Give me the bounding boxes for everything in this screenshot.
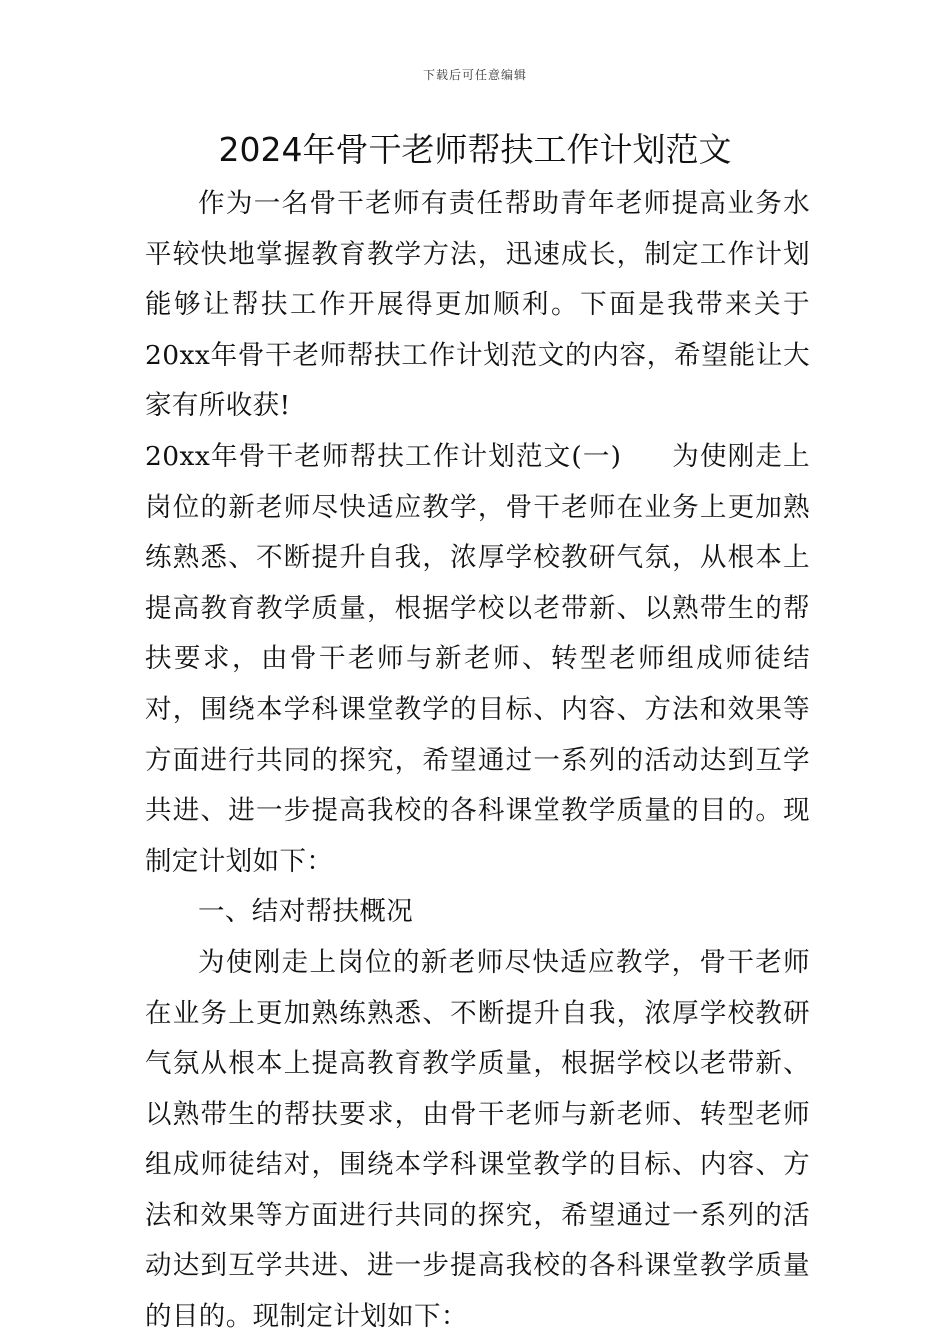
header-note: 下载后可任意编辑 [422,68,527,82]
section-paragraph: 为使刚走上岗位的新老师尽快适应教学，骨干老师在业务上更加熟练熟悉、不断提升自我，浓厚学校教研气氛从根本上提高教育教学质量，根据学校以老带新、以熟带生的帮扶要求，由骨干老师与新老师、转型老师组成师徒结对，围绕本学科课堂教学的目标、内容、方法和效果等方面进行共同的探究，希望通过一系列的活动达到互学共进、进一步提高我校的各科课堂教学质量的目的。现制定计划如下： [145,946,810,1333]
intro-paragraph: 作为一名骨干老师有责任帮助青年老师提高业务水平较快地掌握教育教学方法，迅速成长，制定工作计划能够让帮扶工作开展得更加顺利。下面是我带来关于20xx年骨干老师帮扶工作计划范文的内容，希望能让大家有所收获! [145,188,810,422]
plan-paragraph-text: 为使刚走上岗位的新老师尽快适应教学，骨干老师在业务上更加熟练熟悉、不断提升自我，浓厚学校教研气氛，从根本上提高教育教学质量，根据学校以老带新、以熟带生的帮扶要求，由骨干老师与新老师、转型老师组成师徒结对，围绕本学科课堂教学的目标、内容、方法和效果等方面进行共同的探究，希望通过一系列的活动达到互学共进、进一步提高我校的各科课堂教学质量的目的。现制定计划如下： [145,440,811,877]
section-subtitle: 20xx年骨干老师帮扶工作计划范文(一) [145,440,622,472]
document-body [145,146,810,1343]
section-heading: 一、结对帮扶概况 [198,896,414,928]
plan-paragraph [145,432,810,887]
document-title: 2024年骨干老师帮扶工作计划范文 [218,130,732,169]
